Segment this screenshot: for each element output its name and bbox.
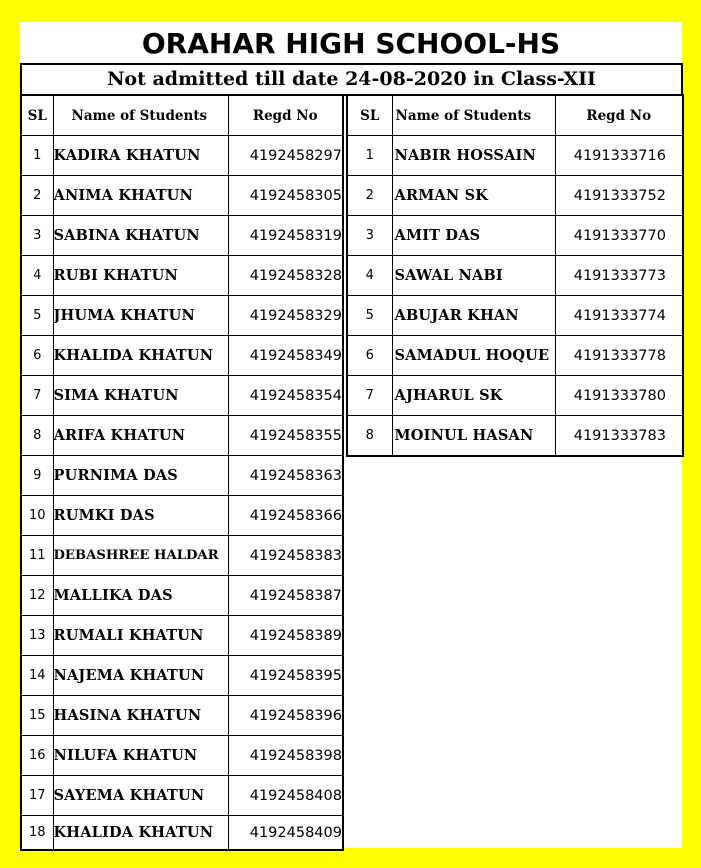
regd-no-cell: 4192458366 [228, 496, 343, 536]
student-name-cell: ABUJAR KHAN [392, 296, 555, 336]
subtitle: Not admitted till date 24-08-2020 in Class-XII [20, 63, 683, 96]
regd-no-cell: 4192458398 [228, 736, 343, 776]
regd-no-cell: 4192458305 [228, 176, 343, 216]
student-name-cell: RUBI KHATUN [53, 256, 228, 296]
table-row [347, 416, 683, 457]
right-student-table [346, 94, 684, 457]
sl-cell: 2 [21, 176, 53, 216]
table-row [21, 456, 343, 496]
student-name-cell: KADIRA KHATUN [53, 136, 228, 176]
sl-cell: 10 [21, 496, 53, 536]
table-row [21, 496, 343, 536]
student-name-cell: SABINA KHATUN [53, 216, 228, 256]
table-row [347, 296, 683, 336]
table-row [347, 176, 683, 216]
regd-no-cell: 4191333778 [555, 336, 683, 376]
student-name-cell: ANIMA KHATUN [53, 176, 228, 216]
table-row [21, 256, 343, 296]
student-name-cell: MALLIKA DAS [53, 576, 228, 616]
sl-cell: 3 [347, 216, 392, 256]
regd-no-cell: 4192458328 [228, 256, 343, 296]
sl-cell: 1 [21, 136, 53, 176]
student-name-cell: RUMKI DAS [53, 496, 228, 536]
sl-cell: 17 [21, 776, 53, 816]
sl-header: SL [21, 95, 53, 136]
sl-cell: 2 [347, 176, 392, 216]
table-row [21, 416, 343, 456]
regd-no-cell: 4192458396 [228, 696, 343, 736]
sl-cell: 6 [21, 336, 53, 376]
student-name-cell: NILUFA KHATUN [53, 736, 228, 776]
student-name-cell: PURNIMA DAS [53, 456, 228, 496]
sl-cell: 5 [21, 296, 53, 336]
table-row [21, 536, 343, 576]
table-row [21, 776, 343, 816]
regd-no-cell: 4192458354 [228, 376, 343, 416]
regd-header: Regd No [555, 95, 683, 136]
regd-header: Regd No [228, 95, 343, 136]
sl-cell: 13 [21, 616, 53, 656]
sl-cell: 16 [21, 736, 53, 776]
table-row [21, 816, 343, 851]
table-row [347, 376, 683, 416]
name-header: Name of Students [53, 95, 228, 136]
regd-no-cell: 4192458383 [228, 536, 343, 576]
sl-cell: 14 [21, 656, 53, 696]
regd-no-cell: 4192458297 [228, 136, 343, 176]
regd-no-cell: 4192458409 [228, 816, 343, 851]
student-name-cell: AJHARUL SK [392, 376, 555, 416]
student-name-cell: SIMA KHATUN [53, 376, 228, 416]
table-row [21, 616, 343, 656]
student-name-cell: RUMALI KHATUN [53, 616, 228, 656]
sl-cell: 11 [21, 536, 53, 576]
table-row [347, 256, 683, 296]
sl-cell: 12 [21, 576, 53, 616]
student-name-cell: NAJEMA KHATUN [53, 656, 228, 696]
student-name-cell: MOINUL HASAN [392, 416, 555, 457]
regd-no-cell: 4192458349 [228, 336, 343, 376]
table-row [21, 736, 343, 776]
sl-cell: 5 [347, 296, 392, 336]
regd-no-cell: 4192458363 [228, 456, 343, 496]
student-name-cell: DEBASHREE HALDAR [53, 536, 228, 576]
student-name-cell: SAWAL NABI [392, 256, 555, 296]
table-row [21, 696, 343, 736]
student-name-cell: AMIT DAS [392, 216, 555, 256]
sl-cell: 6 [347, 336, 392, 376]
table-row [347, 216, 683, 256]
regd-no-cell: 4192458395 [228, 656, 343, 696]
regd-no-cell: 4191333773 [555, 256, 683, 296]
student-name-cell: SAYEMA KHATUN [53, 776, 228, 816]
table-row [21, 336, 343, 376]
sl-cell: 18 [21, 816, 53, 851]
sl-cell: 9 [21, 456, 53, 496]
table-row [21, 136, 343, 176]
school-title: ORAHAR HIGH SCHOOL-HS [141, 27, 561, 60]
regd-no-cell: 4191333716 [555, 136, 683, 176]
regd-no-cell: 4191333752 [555, 176, 683, 216]
name-header: Name of Students [392, 95, 555, 136]
sl-cell: 8 [21, 416, 53, 456]
table-row [347, 136, 683, 176]
student-name-cell: JHUMA KHATUN [53, 296, 228, 336]
table-row [21, 216, 343, 256]
sl-header: SL [347, 95, 392, 136]
student-name-cell: SAMADUL HOQUE [392, 336, 555, 376]
left-header-row [21, 95, 343, 136]
regd-no-cell: 4192458355 [228, 416, 343, 456]
sl-cell: 4 [21, 256, 53, 296]
table-row [21, 376, 343, 416]
table-row [347, 336, 683, 376]
table-row [21, 656, 343, 696]
regd-no-cell: 4192458319 [228, 216, 343, 256]
document-sheet [20, 22, 682, 848]
table-row [21, 296, 343, 336]
sl-cell: 1 [347, 136, 392, 176]
student-name-cell: HASINA KHATUN [53, 696, 228, 736]
regd-no-cell: 4192458389 [228, 616, 343, 656]
regd-no-cell: 4192458408 [228, 776, 343, 816]
right-header-row [347, 95, 683, 136]
regd-no-cell: 4191333774 [555, 296, 683, 336]
regd-no-cell: 4192458329 [228, 296, 343, 336]
student-name-cell: NABIR HOSSAIN [392, 136, 555, 176]
regd-no-cell: 4191333770 [555, 216, 683, 256]
sl-cell: 15 [21, 696, 53, 736]
student-name-cell: KHALIDA KHATUN [53, 336, 228, 376]
sl-cell: 8 [347, 416, 392, 457]
sl-cell: 7 [347, 376, 392, 416]
student-name-cell: KHALIDA KHATUN [53, 816, 228, 851]
sl-cell: 7 [21, 376, 53, 416]
student-name-cell: ARMAN SK [392, 176, 555, 216]
table-row [21, 176, 343, 216]
regd-no-cell: 4191333783 [555, 416, 683, 457]
regd-no-cell: 4191333780 [555, 376, 683, 416]
sl-cell: 4 [347, 256, 392, 296]
student-name-cell: ARIFA KHATUN [53, 416, 228, 456]
table-row [21, 576, 343, 616]
regd-no-cell: 4192458387 [228, 576, 343, 616]
left-student-table [20, 94, 344, 851]
sl-cell: 3 [21, 216, 53, 256]
